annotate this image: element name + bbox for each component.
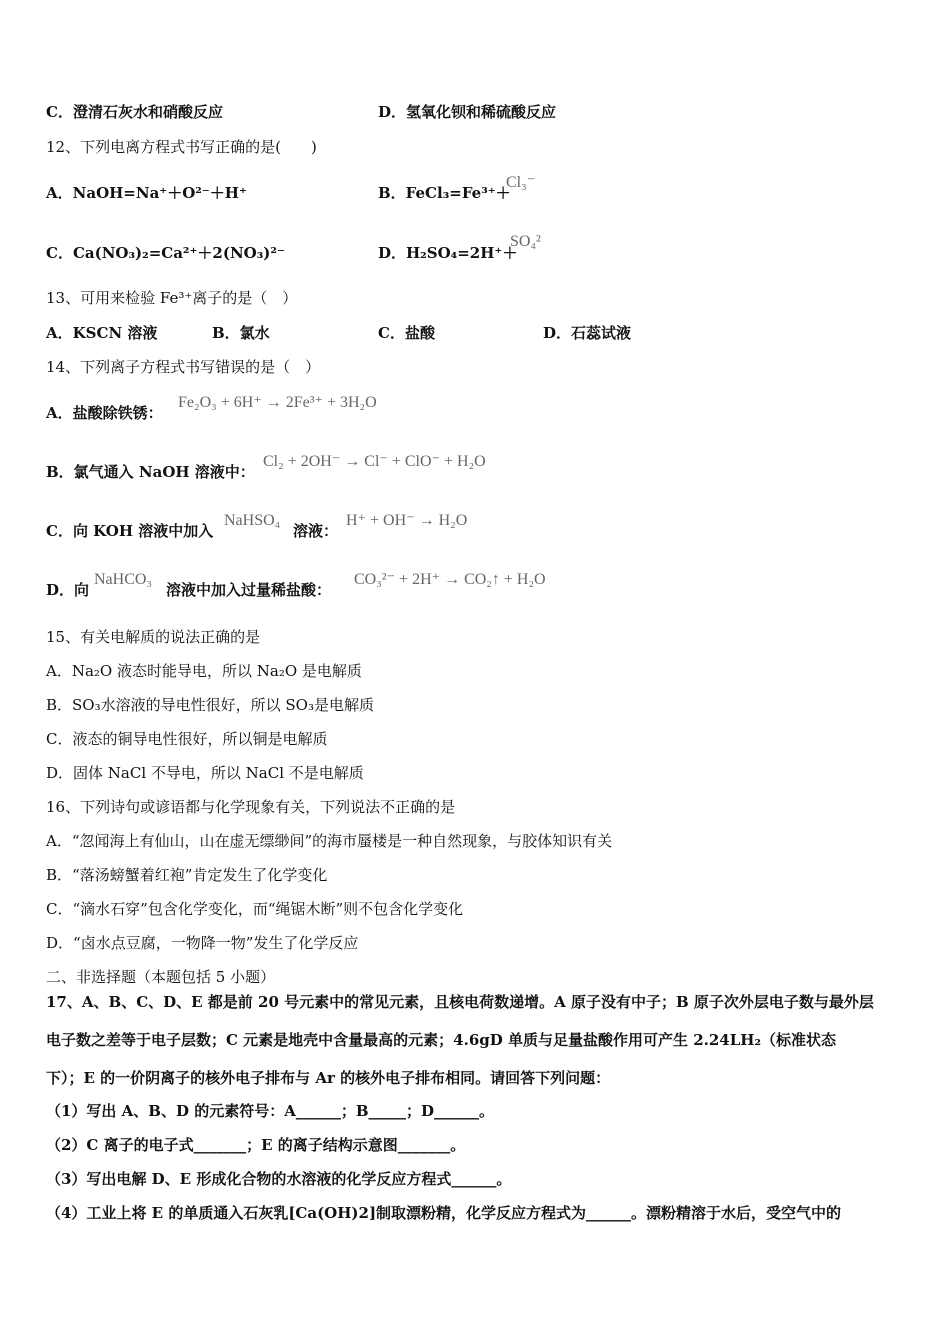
q14-option-d-equation: CO₃²⁻ + 2H⁺ → CO₂↑ + H₂O [354, 571, 546, 588]
q16-option-c: C．“滴水石穿”包含化学变化，而“绳锯木断”则不包含化学变化 [46, 900, 464, 918]
q11-option-c: C．澄清石灰水和硝酸反应 [46, 103, 223, 121]
q14-option-d: D．向 [46, 581, 90, 599]
q13-option-b: B．氯水 [212, 324, 270, 342]
q12-option-b-formula: Cl₃⁻ [506, 174, 536, 191]
q14-option-b-equation: Cl₂ + 2OH⁻ → Cl⁻ + ClO⁻ + H₂O [263, 453, 486, 470]
q14-option-c-formula: NaHSO₄ [224, 512, 281, 529]
q17-part-3: （3）写出电解 D、E 形成化合物的水溶液的化学反应方程式______。 [46, 1170, 512, 1188]
q12-stem: 12、下列电离方程式书写正确的是( ) [46, 138, 317, 156]
q14-option-a-equation: Fe₂O₃ + 6H⁺ → 2Fe³⁺ + 3H₂O [178, 394, 377, 411]
q14-option-a: A．盐酸除铁锈： [46, 404, 163, 422]
q14-option-c-equation: H⁺ + OH⁻ → H₂O [346, 512, 468, 529]
q12-option-a: A．NaOH=Na⁺＋O²⁻＋H⁺ [46, 184, 247, 202]
q13-option-a: A．KSCN 溶液 [46, 324, 158, 342]
q16-stem: 16、下列诗句或谚语都与化学现象有关，下列说法不正确的是 [46, 798, 456, 816]
q17-line-1: 17、A、B、C、D、E 都是前 20 号元素中的常见元素，且核电荷数递增。A 原子没有中子；B 原子次外层电子数与最外层 [46, 993, 874, 1011]
q14-option-d-suffix: 溶液中加入过量稀盐酸： [166, 581, 332, 599]
q14-option-b: B．氯气通入 NaOH 溶液中： [46, 463, 255, 481]
q11-option-d: D．氢氧化钡和稀硫酸反应 [378, 103, 557, 121]
q12-option-b: B．FeCl₃=Fe³⁺＋ [378, 184, 511, 202]
q13-option-c: C．盐酸 [378, 324, 435, 342]
q17-part-2: （2）C 离子的电子式_______；E 的离子结构示意图_______。 [46, 1136, 466, 1154]
q14-option-d-formula: NaHCO₃ [94, 571, 153, 588]
q14-stem: 14、下列离子方程式书写错误的是（ ） [46, 358, 321, 376]
q12-option-c: C．Ca(NO₃)₂=Ca²⁺＋2(NO₃)²⁻ [46, 244, 285, 262]
q15-stem: 15、有关电解质的说法正确的是 [46, 628, 261, 646]
section-heading: 二、非选择题（本题包括 5 小题） [46, 968, 276, 986]
q15-option-b: B．SO₃水溶液的导电性很好，所以 SO₃是电解质 [46, 696, 374, 714]
q16-option-a: A．“忽闻海上有仙山，山在虚无缥缈间”的海市蜃楼是一种自然现象，与胶体知识有关 [46, 832, 613, 850]
q15-option-a: A．Na₂O 液态时能导电，所以 Na₂O 是电解质 [46, 662, 362, 680]
q13-option-d: D．石蕊试液 [543, 324, 632, 342]
q17-part-4: （4）工业上将 E 的单质通入石灰乳[Ca(OH)2]制取漂粉精，化学反应方程式为______。漂粉精溶于水后，受空气中的 [46, 1204, 842, 1222]
q14-option-c: C．向 KOH 溶液中加入 [46, 522, 214, 540]
q16-option-b: B．“落汤螃蟹着红袍”肯定发生了化学变化 [46, 866, 328, 884]
q17-part-1: （1）写出 A、B、D 的元素符号：A______；B_____；D______。 [46, 1102, 495, 1120]
q15-option-d: D．固体 NaCl 不导电，所以 NaCl 不是电解质 [46, 764, 364, 782]
q16-option-d: D．“卤水点豆腐，一物降一物”发生了化学反应 [46, 934, 359, 952]
q17-line-3: 下）；E 的一价阴离子的核外电子排布与 Ar 的核外电子排布相同。请回答下列问题： [46, 1069, 611, 1087]
q13-stem: 13、可用来检验 Fe³⁺离子的是（ ） [46, 289, 298, 307]
q14-option-c-suffix: 溶液： [293, 522, 339, 540]
q15-option-c: C．液态的铜导电性很好，所以铜是电解质 [46, 730, 328, 748]
q12-option-d: D．H₂SO₄=2H⁺＋ [378, 244, 518, 262]
q17-line-2: 电子数之差等于电子层数；C 元素是地壳中含量最高的元素；4.6gD 单质与足量盐酸作用可产生 2.24LH₂（标准状态 [46, 1031, 837, 1049]
q12-option-d-formula: SO₄² [510, 233, 541, 250]
